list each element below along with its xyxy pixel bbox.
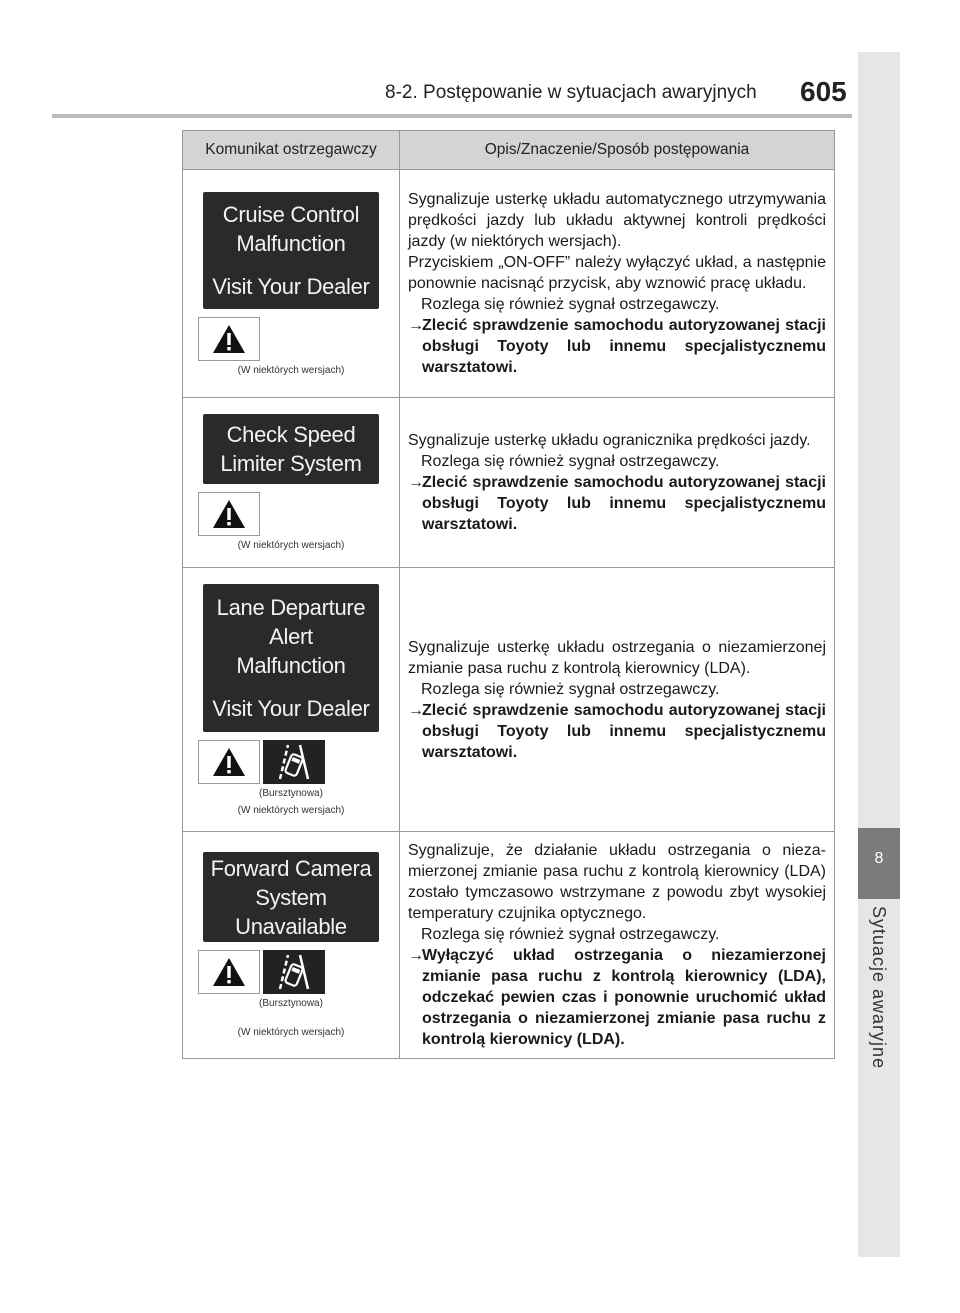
sound-note: Rozlega się również sygnał ostrzegawczy. [421,926,720,943]
display-line: Alert [269,623,313,649]
description-cell [400,170,835,398]
indicator-icons [198,492,399,536]
display-line: Visit Your Dealer [212,273,370,299]
version-note: (W niektórych wersjach) [237,1027,345,1038]
sound-note: Rozlega się również sygnał ostrzegawczy. [421,453,720,470]
action-text: Zlecić sprawdzenie samochodu autoryzowanej stacji obsługi Toyoty lub innemu specjalistycznemu warsztatowi. [422,474,826,533]
version-note: (W niektórych wersjach) [237,364,345,376]
display-line: Visit Your Dealer [212,695,370,721]
description-text: Sygnalizuje usterkę układu ostrzegania o niezamierzonej zmianie pasa ruchu z kontrolą kierownicy (LDA). [408,638,826,677]
table-row [183,832,835,1059]
display-line: Lane Departure [216,594,366,620]
action-item [408,945,826,1050]
warning-triangle-icon [198,740,260,784]
column-header-message: Komunikat ostrzegawczy [183,131,400,170]
amber-note: (Bursztynowa) [259,998,323,1009]
arrow-right-icon: → [408,474,424,491]
page-number: 605 [800,76,847,107]
version-note: (W niektórych wersjach) [237,540,345,551]
chapter-side-label: Sytuacje awaryjne [869,906,889,1070]
description-text: Sygnalizuje usterkę układu automatycznego utrzymywania prędkości jazdy lub układu aktywnej kontroli prędkości jazdy (w niektórych wersjach). [408,191,826,250]
display-message [203,584,379,732]
warning-triangle-icon [198,492,260,536]
table-header-row [183,131,835,170]
display-message [203,192,379,309]
action-item [408,315,826,378]
chapter-tab[interactable]: 8 [858,828,900,899]
display-line: Forward Camera [210,855,372,881]
display-line: Malfunction [236,652,346,678]
header-rule [52,114,852,118]
warning-triangle-icon [198,317,260,361]
sound-note: Rozlega się również sygnał ostrzegawczy. [421,296,720,313]
lane-departure-icon [263,950,325,994]
display-line: System [255,884,327,910]
message-cell [183,568,400,832]
action-item [408,472,826,535]
description-text: Sygnalizuje, że działanie układu ostrzegania o niezamierzonej zmianie pasa ruchu z kontrolą kierownicy (LDA) zostało tymczasowo wstrzymane z powodu zbyt wysokiej temperatury czujnika optycznego. [408,842,826,922]
message-cell [183,832,400,1059]
table-row [183,170,835,398]
table-row [183,398,835,568]
chapter-title: 8-2. Postępowanie w sytuacjach awaryjnych [385,82,757,103]
arrow-right-icon: → [408,947,424,964]
side-bar [858,52,900,1257]
sound-note: Rozlega się również sygnał ostrzegawczy. [421,680,720,698]
arrow-right-icon: → [408,317,424,334]
description-text: Sygnalizuje usterkę układu ogranicznika prędkości jazdy. [408,432,811,449]
message-cell [183,170,400,398]
display-line: Limiter System [220,451,362,476]
action-text: Zlecić sprawdzenie samochodu autoryzowanej stacji obsługi Toyoty lub innemu specjalistycznemu warsztatowi. [422,317,826,376]
action-item [408,700,826,763]
indicator-icons [198,740,399,784]
description-cell [400,832,835,1059]
description-cell [400,398,835,568]
indicator-icons [198,317,399,361]
description-cell [400,568,835,832]
action-text: Zlecić sprawdzenie samochodu autoryzowanej stacji obsługi Toyoty lub innemu specjalistycznemu warsztatowi. [422,701,826,761]
display-line: Malfunction [236,230,346,256]
column-header-description: Opis/Znaczenie/Sposób postępowania [400,131,835,170]
table-row [183,568,835,832]
display-line: Cruise Control [222,201,360,227]
display-line: Unavailable [235,913,347,939]
lane-departure-icon [263,740,325,784]
arrow-right-icon: → [408,701,424,719]
action-text: Wyłączyć układ ostrzegania o niezamierzonej zmianie pasa ruchu z kontrolą kierownicy (LDA), odczekać pewien czas i ponownie uruchomić układ ostrzegania o niezamierzonej zmianie pasa ruchu z kontrolą kierownicy (LDA). [422,947,826,1048]
warning-table [182,130,835,1059]
version-note: (W niektórych wersjach) [237,804,345,816]
display-message [203,414,379,484]
display-line: Check Speed [226,422,356,447]
indicator-icons [198,950,399,994]
amber-note: (Bursztynowa) [259,787,323,799]
description-text: Przyciskiem „ON-OFF” należy wyłączyć układ, a następnie ponownie nacisnąć przycisk, aby wznowić pracę układu. [408,254,826,292]
warning-triangle-icon [198,950,260,994]
message-cell [183,398,400,568]
display-message [203,852,379,942]
